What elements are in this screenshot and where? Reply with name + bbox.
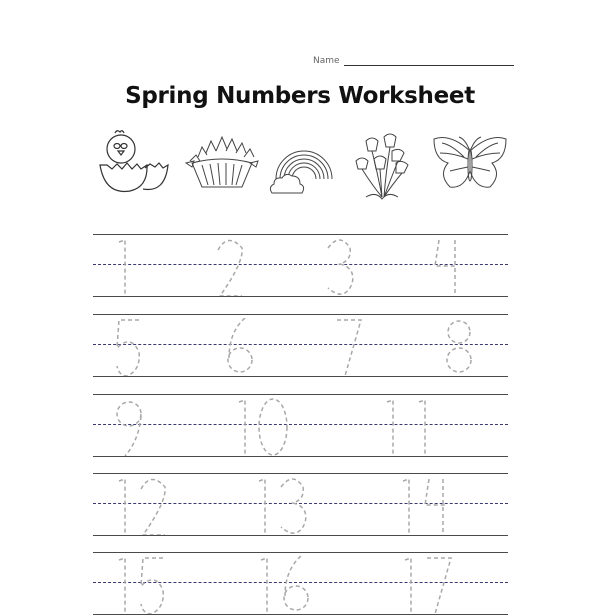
rainbow-cloud-icon bbox=[268, 139, 334, 197]
baseline bbox=[93, 456, 508, 457]
name-label: Name bbox=[313, 56, 340, 66]
picture-strip bbox=[0, 125, 600, 207]
trace-digit-6[interactable] bbox=[225, 318, 255, 376]
tulip-bouquet-icon bbox=[352, 133, 416, 205]
trace-digit-4[interactable] bbox=[433, 238, 463, 296]
trace-number-13[interactable] bbox=[255, 477, 315, 535]
trace-number-11[interactable] bbox=[383, 398, 433, 456]
name-field[interactable] bbox=[313, 56, 514, 66]
tracing-row-3 bbox=[93, 394, 508, 458]
hatching-chick-icon bbox=[97, 127, 171, 193]
butterfly-icon bbox=[432, 135, 508, 193]
trace-digit-5[interactable] bbox=[115, 318, 145, 376]
top-line bbox=[93, 314, 508, 315]
baseline bbox=[93, 296, 508, 297]
top-line bbox=[93, 473, 508, 474]
trace-digit-9[interactable] bbox=[115, 398, 145, 456]
tracing-row-2 bbox=[93, 314, 508, 378]
trace-number-17[interactable] bbox=[401, 556, 461, 614]
trace-number-14[interactable] bbox=[399, 477, 459, 535]
name-underline[interactable] bbox=[344, 56, 514, 66]
trace-digit-2[interactable] bbox=[215, 238, 245, 296]
tracing-row-1 bbox=[93, 234, 508, 298]
top-line bbox=[93, 234, 508, 235]
trace-digit-3[interactable] bbox=[325, 238, 355, 296]
top-line bbox=[93, 394, 508, 395]
page-title: Spring Numbers Worksheet bbox=[125, 83, 475, 109]
trace-number-16[interactable] bbox=[257, 556, 317, 614]
trace-number-10[interactable] bbox=[233, 398, 293, 456]
trace-digit-8[interactable] bbox=[445, 318, 475, 376]
baseline bbox=[93, 535, 508, 536]
tracing-row-4 bbox=[93, 473, 508, 537]
baseline bbox=[93, 614, 508, 615]
trace-number-12[interactable] bbox=[115, 477, 175, 535]
top-line bbox=[93, 552, 508, 553]
baseline bbox=[93, 376, 508, 377]
tracing-row-5 bbox=[93, 552, 508, 616]
trace-number-15[interactable] bbox=[115, 556, 175, 614]
midline bbox=[93, 424, 508, 425]
trace-digit-7[interactable] bbox=[335, 318, 365, 376]
trace-digit-1[interactable] bbox=[113, 238, 133, 296]
flower-basket-icon bbox=[184, 133, 260, 189]
